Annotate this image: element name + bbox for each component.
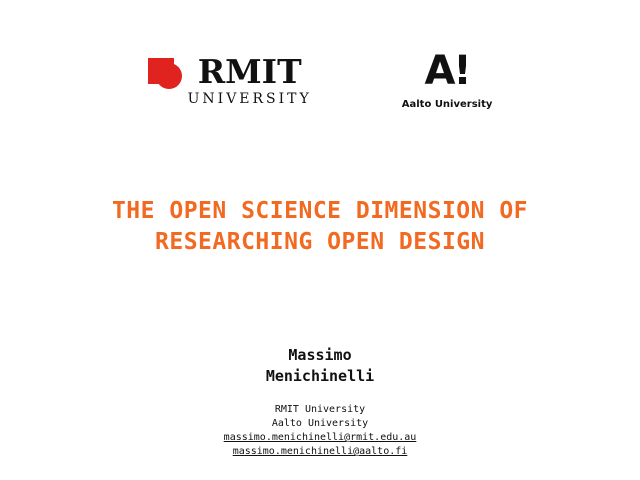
rmit-logo-text xyxy=(187,51,312,107)
logo-row xyxy=(0,40,640,120)
affiliations-block xyxy=(0,403,640,459)
affiliation-aalto: Aalto University xyxy=(271,418,369,429)
author-last-name: Menichinelli xyxy=(265,367,375,385)
aalto-mark-icon: A! xyxy=(424,47,470,94)
email-link-aalto[interactable]: massimo.menichinelli@aalto.fi xyxy=(232,446,408,457)
aalto-logo-subtitle: Aalto University xyxy=(401,98,493,110)
author-name xyxy=(0,345,640,387)
affiliation-rmit: RMIT University xyxy=(274,404,366,415)
author-first-name: Massimo xyxy=(288,346,352,364)
email-link-rmit[interactable]: massimo.menichinelli@rmit.edu.au xyxy=(223,432,417,443)
rmit-logo-subtitle: UNIVERSITY xyxy=(187,90,312,107)
rmit-logo-title: RMIT xyxy=(197,51,302,91)
rmit-square-circle-icon xyxy=(148,58,182,92)
aalto-university-logo xyxy=(401,47,493,110)
rmit-university-logo xyxy=(148,51,312,107)
page-title: THE OPEN SCIENCE DIMENSION OF RESEARCHING OPEN DESIGN xyxy=(111,198,529,255)
